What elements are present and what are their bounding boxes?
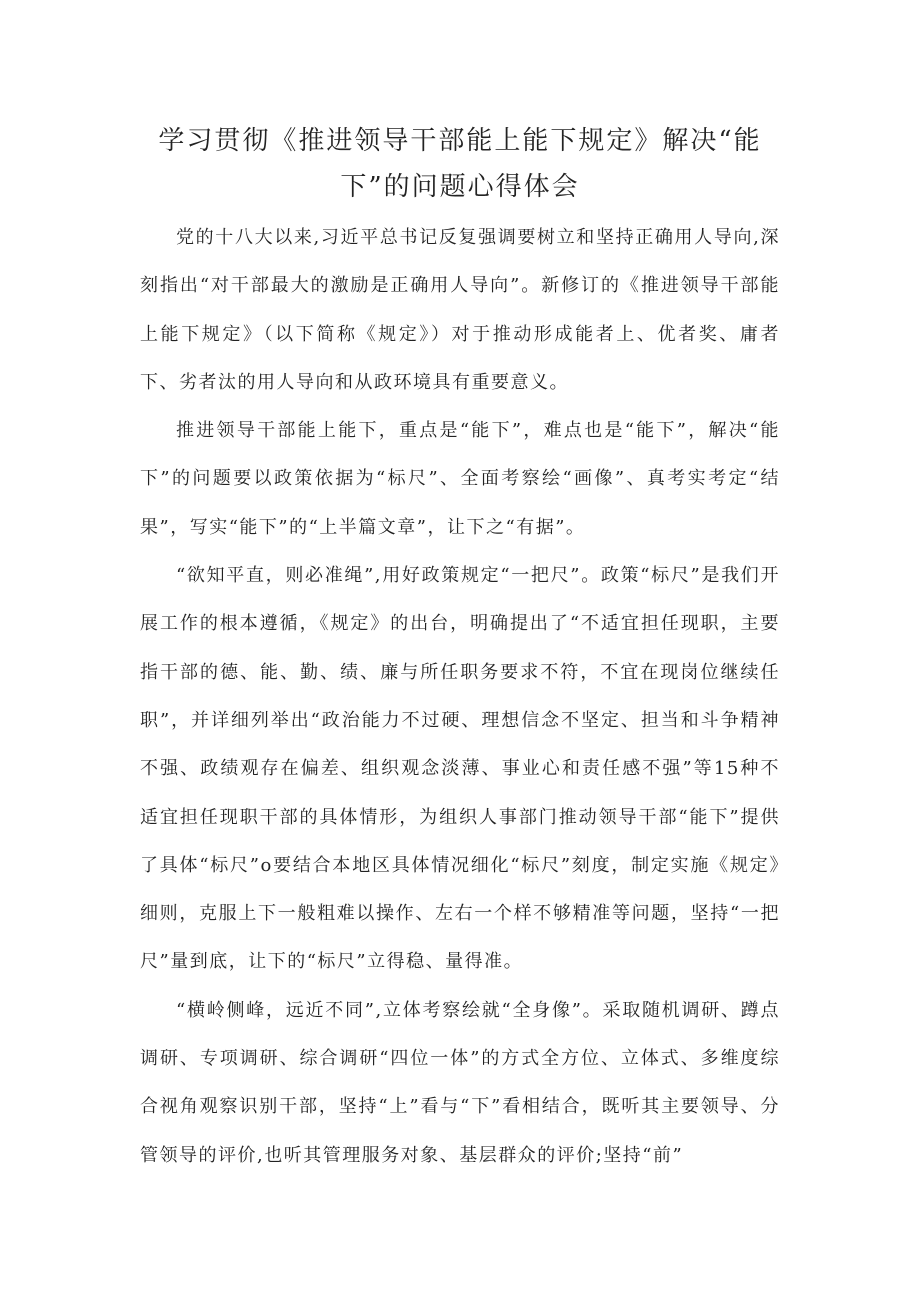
paragraph-2: 推进领导干部能上能下，重点是“能下”，难点也是“能下”，解决“能下”的问题要以政策依据为“标尺”、全面考察绘“画像”、真考实考定“结果”，写实“能下”的“上半篇文章”，让下之“有据”。 <box>140 420 780 538</box>
paragraph-4: “横岭侧峰，远近不同”,立体考察绘就“全身像”。采取随机调研、蹲点调研、专项调研、综合调研“四位一体”的方式全方位、立体式、多维度综合视角观察识别干部，坚持“上”看与“下”看相结合，既听其主要领导、分管领导的评价,也听其管理服务对象、基层群众的评价;坚持“前” <box>140 999 780 1166</box>
document-body <box>140 214 780 1180</box>
document-title: 学习贯彻《推进领导干部能上能下规定》解决“能下”的问题心得体会 <box>158 126 762 202</box>
paragraph-3: “欲知平直，则必准绳”,用好政策规定“一把尺”。政策“标尺”是我们开展工作的根本遵循，《规定》的出台，明确提出了“不适宜担任现职，主要指干部的德、能、勤、绩、廉与所任职务要求不符，不宜在现岗位继续任职”，并详细列举出“政治能力不过硬、理想信念不坚定、担当和斗争精神不强、政绩观存在偏差、组织观念淡薄、事业心和责任感不强”等15种不适宜担任现职干部的具体情形，为组织人事部门推动领导干部“能下”提供了具体“标尺”o要结合本地区具体情况细化“标尺”刻度，制定实施《规定》细则，克服上下一般粗难以操作、左右一个样不够精准等问题，坚持“一把尺”量到底，让下的“标尺”立得稳、量得准。 <box>140 565 780 973</box>
paragraph-1: 党的十八大以来,习近平总书记反复强调要树立和坚持正确用人导向,深刻指出“对干部最大的激励是正确用人导向”。新修订的《推进领导干部能上能下规定》（以下简称《规定》）对于推动形成能者上、优者奖、庸者下、劣者汰的用人导向和从政环境具有重要意义。 <box>140 227 780 393</box>
